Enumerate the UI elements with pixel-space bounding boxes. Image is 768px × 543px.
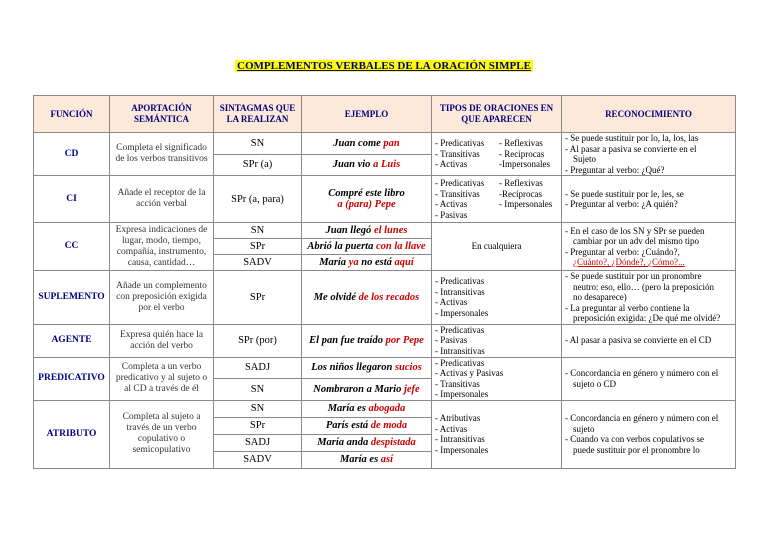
table-row bbox=[34, 357, 736, 379]
sintagma-cc-2: SPr bbox=[214, 239, 302, 255]
reconocimiento-agente: - Al pasar a pasiva se convierte en el CD bbox=[562, 324, 736, 357]
sintagma-ci: SPr (a, para) bbox=[214, 176, 302, 223]
funcion-ci: CI bbox=[34, 176, 110, 223]
header-tipos: TIPOS DE ORACIONES EN QUE APARECEN bbox=[432, 96, 562, 133]
table-row bbox=[34, 324, 736, 357]
funcion-agente: AGENTE bbox=[34, 324, 110, 357]
sintagma-agente: SPr (por) bbox=[214, 324, 302, 357]
sintagma-cc-3: SADV bbox=[214, 255, 302, 271]
sintagma-predicativo-2: SN bbox=[214, 379, 302, 401]
sintagma-atributo-1: SN bbox=[214, 400, 302, 417]
complementos-table bbox=[33, 95, 736, 469]
funcion-cc: CC bbox=[34, 223, 110, 271]
ejemplo-suplemento: Me olvidé de los recados bbox=[302, 271, 432, 325]
sintagma-atributo-3: SADJ bbox=[214, 434, 302, 451]
sintagma-cd-2: SPr (a) bbox=[214, 154, 302, 176]
tipos-ci: - Predicativas - Reflexivas - Transitivas -Recíprocas - Activas - Impersonales - Pasivas bbox=[432, 176, 562, 223]
ejemplo-ci: Compré este libro a (para) Pepe bbox=[302, 176, 432, 223]
ejemplo-cc-2: Abrió la puerta con la llave bbox=[302, 239, 432, 255]
header-aportacion: APORTACIÓN SEMÁNTICA bbox=[110, 96, 214, 133]
reconocimiento-ci: - Se puede sustituir por le, les, se - Preguntar al verbo: ¿A quién? bbox=[562, 176, 736, 223]
aportacion-suplemento: Añade un complemento con preposición exigida por el verbo bbox=[110, 271, 214, 325]
aportacion-predicativo: Completa a un verbo predicativo y al sujeto o al CD a través de él bbox=[110, 357, 214, 400]
tipos-cc: En cualquiera bbox=[432, 223, 562, 271]
aportacion-ci: Añade el receptor de la acción verbal bbox=[110, 176, 214, 223]
sintagma-cd-1: SN bbox=[214, 133, 302, 155]
header-sintagmas: SINTAGMAS QUE LA REALIZAN bbox=[214, 96, 302, 133]
table-row bbox=[34, 400, 736, 417]
aportacion-atributo: Completa al sujeto a través de un verbo copulativo o semicopulativo bbox=[110, 400, 214, 468]
header-ejemplo: EJEMPLO bbox=[302, 96, 432, 133]
sintagma-predicativo-1: SADJ bbox=[214, 357, 302, 379]
ejemplo-predicativo-2: Nombraron a Mario jefe bbox=[302, 379, 432, 401]
aportacion-cd: Completa el significado de los verbos transitivos bbox=[110, 133, 214, 176]
header-reconocimiento: RECONOCIMIENTO bbox=[562, 96, 736, 133]
funcion-cd: CD bbox=[34, 133, 110, 176]
table-row bbox=[34, 271, 736, 325]
ejemplo-atributo-4: María es así bbox=[302, 451, 432, 468]
ejemplo-cd-2: Juan vio a Luis bbox=[302, 154, 432, 176]
ejemplo-agente: El pan fue traído por Pepe bbox=[302, 324, 432, 357]
reconocimiento-cd: - Se puede sustituir por lo, la, los, las - Al pasar a pasiva se convierte en el Sujeto - Preguntar al verbo: ¿Qué? bbox=[562, 133, 736, 176]
reconocimiento-atributo: - Concordancia en género y número con el sujeto - Cuando va con verbos copulativos se puede sustituir por el pronombre lo bbox=[562, 400, 736, 468]
sintagma-atributo-2: SPr bbox=[214, 417, 302, 434]
header-row bbox=[34, 96, 736, 133]
ejemplo-atributo-3: María anda despistada bbox=[302, 434, 432, 451]
tipos-suplemento: - Predicativas - Intransitivas - Activas - Impersonales bbox=[432, 271, 562, 325]
sintagma-atributo-4: SADV bbox=[214, 451, 302, 468]
sintagma-suplemento: SPr bbox=[214, 271, 302, 325]
ejemplo-cc-1: Juan llegó el lunes bbox=[302, 223, 432, 239]
reconocimiento-suplemento: - Se puede sustituir por un pronombre neutro: eso, ello… (pero la preposición no desaparece) - La preguntar al verbo contiene la preposición exigida: ¿De qué me olvidé? bbox=[562, 271, 736, 325]
sintagma-cc-1: SN bbox=[214, 223, 302, 239]
reconocimiento-predicativo: - Concordancia en género y número con el sujeto o CD bbox=[562, 357, 736, 400]
funcion-atributo: ATRIBUTO bbox=[34, 400, 110, 468]
ejemplo-cc-3: María ya no está aquí bbox=[302, 255, 432, 271]
funcion-predicativo: PREDICATIVO bbox=[34, 357, 110, 400]
table-row bbox=[34, 133, 736, 155]
tipos-agente: - Predicativas - Pasivas - Intransitivas bbox=[432, 324, 562, 357]
tipos-cd: - Predicativas - Reflexivas - Transitivas - Recíprocas - Activas -Impersonales bbox=[432, 133, 562, 176]
table-row bbox=[34, 223, 736, 239]
reconocimiento-cc: - En el caso de los SN y SPr se pueden cambiar por un adv del mismo tipo - Preguntar al verbo: ¿Cuándo?, ¿Cuánto?, ¿Dónde?, ¿Cómo?... bbox=[562, 223, 736, 271]
funcion-suplemento: SUPLEMENTO bbox=[34, 271, 110, 325]
table-row bbox=[34, 176, 736, 223]
header-funcion: FUNCIÓN bbox=[34, 96, 110, 133]
tipos-atributo: - Atributivas - Activas - Intransitivas - Impersonales bbox=[432, 400, 562, 468]
ejemplo-atributo-2: París está de moda bbox=[302, 417, 432, 434]
tipos-predicativo: - Predicativas - Activas y Pasivas - Transitivas - Impersonales bbox=[432, 357, 562, 400]
ejemplo-atributo-1: María es abogada bbox=[302, 400, 432, 417]
ejemplo-predicativo-1: Los niños llegaron sucios bbox=[302, 357, 432, 379]
aportacion-agente: Expresa quién hace la acción del verbo bbox=[110, 324, 214, 357]
page-title: COMPLEMENTOS VERBALES DE LA ORACIÓN SIMPLE bbox=[237, 60, 531, 72]
ejemplo-cd-1: Juan come pan bbox=[302, 133, 432, 155]
aportacion-cc: Expresa indicaciones de lugar, modo, tiempo, compañía, instrumento, causa, cantidad… bbox=[110, 223, 214, 271]
